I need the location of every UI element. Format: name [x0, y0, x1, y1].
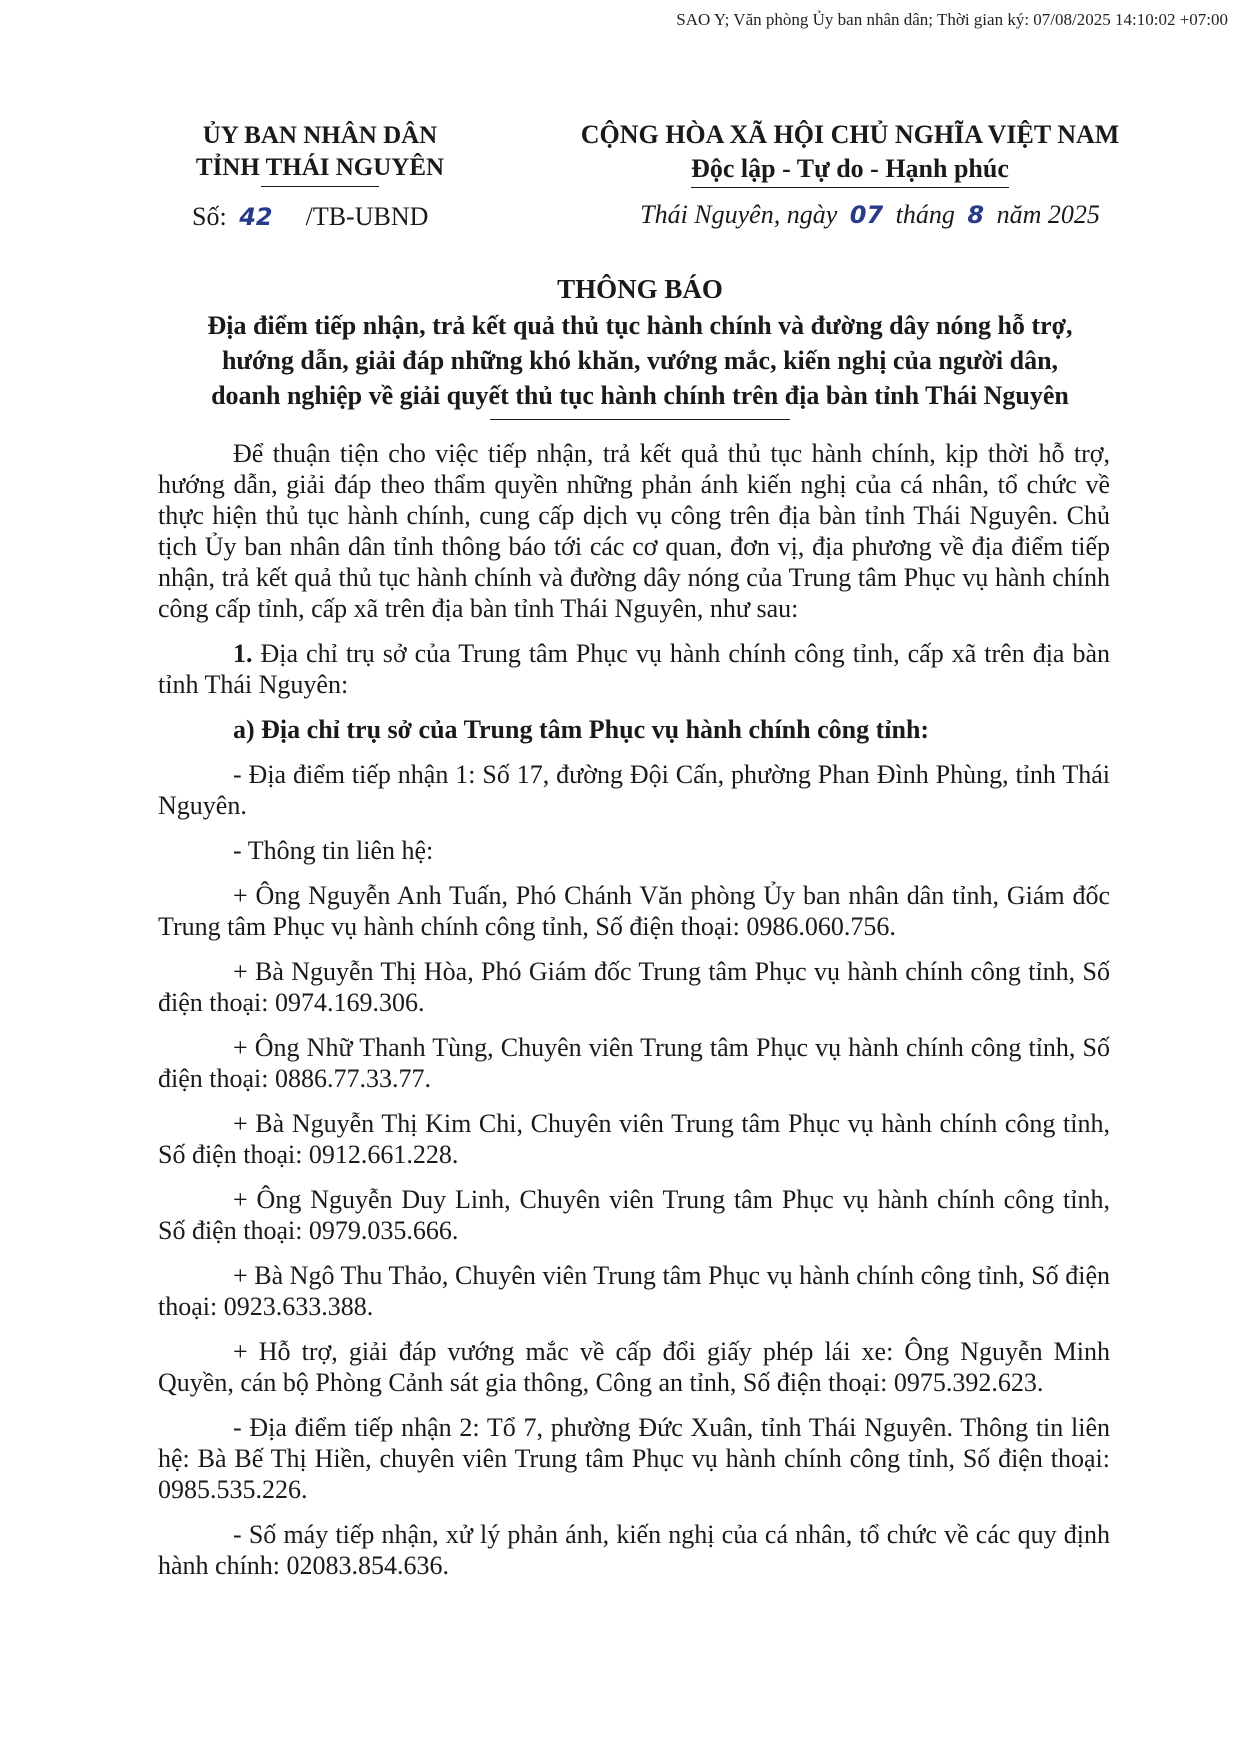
doc-number-handwritten: 42 — [239, 203, 273, 231]
title-subtitle-2: hướng dẫn, giải đáp những khó khăn, vướng mắc, kiến nghị của người dân, — [221, 346, 1059, 375]
location-2: - Địa điểm tiếp nhận 2: Tổ 7, phường Đức Xuân, tỉnh Thái Nguyên. Thông tin liên hệ: Bà Bế Thị Hiền, chuyên viên Trung tâm Phục vụ hành chính công tỉnh, Số điện thoại: 0985.535.226. — [158, 1413, 1110, 1504]
section-a-heading: a) Địa chỉ trụ sở của Trung tâm Phục vụ hành chính công tỉnh: — [233, 715, 930, 744]
contact-item: + Bà Nguyễn Thị Kim Chi, Chuyên viên Trung tâm Phục vụ hành chính công tỉnh, Số điện thoại: 0912.661.228. — [158, 1109, 1110, 1169]
document-number — [192, 202, 428, 232]
contact-item: + Bà Nguyễn Thị Hòa, Phó Giám đốc Trung tâm Phục vụ hành chính công tỉnh, Số điện thoại: 0974.169.306. — [158, 957, 1110, 1017]
location-1: - Địa điểm tiếp nhận 1: Số 17, đường Đội Cấn, phường Phan Đình Phùng, tỉnh Thái Nguyên. — [158, 760, 1110, 820]
document-title — [140, 270, 1140, 420]
doc-number-suffix: /TB-UBND — [305, 202, 429, 231]
contact-item: + Hỗ trợ, giải đáp vướng mắc về cấp đổi giấy phép lái xe: Ông Nguyễn Minh Quyền, cán bộ Phòng Cảnh sát gia thông, Công an tỉnh, Số điện thoại: 0975.392.623. — [158, 1337, 1110, 1397]
date-part-place: Thái Nguyên, ngày — [640, 200, 838, 229]
contact-item: + Bà Ngô Thu Thảo, Chuyên viên Trung tâm Phục vụ hành chính công tỉnh, Số điện thoại: 0923.633.388. — [158, 1261, 1110, 1321]
contact-item: + Ông Nguyễn Duy Linh, Chuyên viên Trung tâm Phục vụ hành chính công tỉnh, Số điện thoại: 0979.035.666. — [158, 1185, 1110, 1245]
contact-item: + Ông Nguyễn Anh Tuấn, Phó Chánh Văn phòng Ủy ban nhân dân tỉnh, Giám đốc Trung tâm Phục vụ hành chính công tỉnh, Số điện thoại: 0986.060.756. — [158, 881, 1110, 941]
authority-underline — [261, 186, 379, 187]
intro-paragraph: Để thuận tiện cho việc tiếp nhận, trả kết quả thủ tục hành chính, kịp thời hỗ trợ, hướng dẫn, giải đáp theo thẩm quyền những phản ánh kiến nghị của cá nhân, tổ chức về thực hiện thủ tục hành chính, cung cấp dịch vụ công trên địa bàn tỉnh Thái Nguyên. Chủ tịch Ủy ban nhân dân tỉnh thông báo tới các cơ quan, đơn vị, địa phương về địa điểm tiếp nhận, trả kết quả thủ tục hành chính và đường dây nóng của Trung tâm Phục vụ hành chính công cấp tỉnh, cấp xã trên địa bàn tỉnh Thái Nguyên, như sau: — [158, 439, 1110, 623]
issuing-authority — [170, 120, 470, 187]
national-header — [560, 118, 1140, 188]
date-part-month-label: tháng — [895, 200, 955, 229]
title-main: THÔNG BÁO — [557, 274, 723, 304]
title-subtitle-3: doanh nghiệp về giải quyết thủ tục hành chính trên địa bàn tỉnh Thái Nguyên — [211, 381, 1069, 410]
document-body — [158, 438, 1110, 1581]
digital-signature-stamp: SAO Y; Văn phòng Ủy ban nhân dân; Thời gian ký: 07/08/2025 14:10:02 +07:00 — [676, 10, 1228, 29]
section-1-number: 1. — [233, 639, 253, 668]
section-1 — [158, 638, 1110, 700]
date-day-handwritten: 07 — [849, 201, 884, 229]
authority-line-1: ỦY BAN NHÂN DÂN — [202, 122, 438, 149]
national-motto: Độc lập - Tự do - Hạnh phúc — [691, 152, 1009, 188]
date-month-handwritten: 8 — [967, 201, 985, 229]
title-subtitle-1: Địa điểm tiếp nhận, trả kết quả thủ tục hành chính và đường dây nóng hỗ trợ, — [207, 311, 1073, 340]
hotline: - Số máy tiếp nhận, xử lý phản ánh, kiến nghị của cá nhân, tổ chức về các quy định hành chính: 02083.854.636. — [158, 1520, 1110, 1580]
national-title: CỘNG HÒA XÃ HỘI CHỦ NGHĨA VIỆT NAM — [580, 120, 1120, 149]
date-part-year: năm 2025 — [996, 200, 1100, 229]
doc-number-prefix: Số: — [192, 202, 227, 231]
contact-heading: - Thông tin liên hệ: — [233, 836, 434, 865]
authority-line-2: TỈNH THÁI NGUYÊN — [195, 154, 445, 181]
title-underline — [490, 419, 790, 420]
section-1-text: Địa chỉ trụ sở của Trung tâm Phục vụ hành chính công tỉnh, cấp xã trên địa bàn tỉnh Thái Nguyên: — [158, 639, 1111, 699]
contact-item: + Ông Nhữ Thanh Tùng, Chuyên viên Trung tâm Phục vụ hành chính công tỉnh, Số điện thoại: 0886.77.33.77. — [158, 1033, 1110, 1093]
place-and-date — [600, 200, 1140, 230]
